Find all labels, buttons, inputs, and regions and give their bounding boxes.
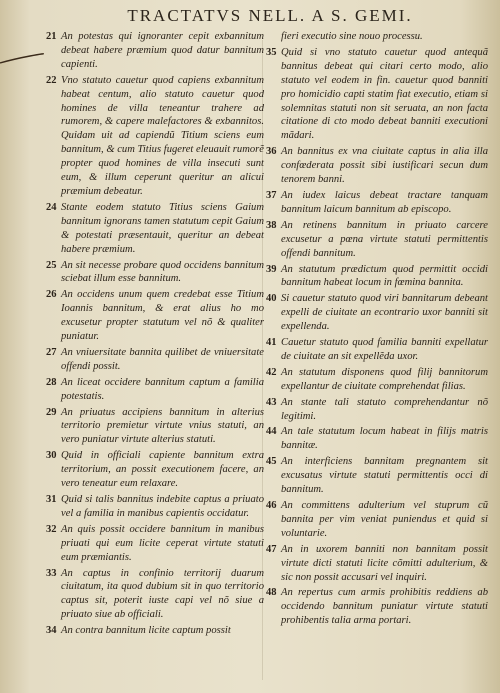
entry-number: 26	[46, 289, 57, 301]
entry-number: 45	[266, 456, 277, 468]
running-head: TRACTATVS NELL. A S. GEMI.	[127, 6, 413, 25]
entry-number: 34	[46, 625, 57, 637]
index-entry	[46, 346, 264, 374]
index-entry	[46, 624, 264, 638]
index-entry	[266, 263, 488, 291]
index-entry	[266, 396, 488, 424]
entry-text: An liceat occidere bannitum captum a familia potestatis.	[61, 376, 264, 402]
entry-text: An statutum disponens quod filij bannitorum expellantur de ciuitate comprehendat filias.	[281, 366, 488, 392]
entry-number: 37	[266, 189, 277, 201]
index-entry	[266, 30, 488, 44]
entry-number: 43	[266, 396, 277, 408]
entry-text: An occidens unum quem credebat esse Titium Ioannis bannitum, & erat alius ho mo excusetur propter statutum vel nõ & qualiter puniatur.	[61, 289, 264, 343]
entry-number: 48	[266, 587, 277, 599]
entry-number: 32	[46, 523, 57, 535]
index-entry	[266, 499, 488, 541]
entry-number: 25	[46, 259, 57, 271]
entry-number: 21	[46, 31, 57, 42]
index-entry	[266, 219, 488, 261]
index-entry	[266, 145, 488, 187]
index-entry	[46, 567, 264, 623]
index-entry	[266, 292, 488, 334]
entry-text: An quis possit occidere bannitum in manibus priuati qui eum licite ceperat virtute statuti eum præmiantis.	[61, 523, 264, 563]
entry-text: An contra bannitum licite captum possit	[61, 625, 231, 637]
index-entry	[46, 493, 264, 521]
index-entry	[46, 523, 264, 565]
index-entry	[46, 74, 264, 199]
entry-text: An retinens bannitum in priuato carcere excusetur a pœna virtute statuti permittentis offendi bannitum.	[281, 219, 488, 259]
index-entry	[266, 189, 488, 217]
entry-text: An captus in confinio territorij duarum ciuitatum, ita quod dubium sit in quo territorio captus sit, poterit iuste capi vel nõ siue a priuato siue ab officiali.	[61, 567, 264, 621]
entry-text: Quid si talis bannitus indebite captus a priuato vel a familia in manibus capientis occidatur.	[61, 494, 264, 519]
entry-text: An repertus cum armis prohibitis reddiens ab occidendo bannitum puniatur virtute statuti prohibentis talia arma portari.	[281, 587, 488, 627]
entry-number: 36	[266, 146, 277, 158]
entry-text: An priuatus accipiens bannitum in alterius territorio premietur virtute vnius statuti, an vero puniatur virtute alterius statuti.	[61, 406, 264, 446]
index-entry	[266, 46, 488, 143]
index-entry	[266, 366, 488, 394]
index-entry	[46, 406, 264, 448]
entry-text: Stante eodem statuto Titius sciens Gaium bannitum ignorans tamen statutum cepit Gaium & potestati præsentauit, queritur an debeat habere præmium.	[61, 201, 264, 255]
index-entry	[266, 586, 488, 628]
entry-number: 38	[266, 219, 277, 231]
entry-number: 29	[46, 406, 57, 418]
entry-number: 22	[46, 74, 57, 86]
right-column	[266, 30, 488, 630]
entry-text: An interficiens bannitam pregnantem sit excusatus virtute statuti permittentis occi di bannitum.	[281, 456, 488, 496]
entry-number: 42	[266, 366, 277, 378]
index-entry	[46, 376, 264, 404]
entry-number: 40	[266, 293, 277, 305]
ink-stroke-mark	[0, 52, 44, 66]
entry-text: An bannitus ex vna ciuitate captus in alia illa confœderata possit sibi iustificari secun dum tenorem banni.	[281, 146, 488, 186]
entry-text: An in uxorem banniti non bannitam possit virtute dicti statuti licite cõmitti adulterium, & sic non possit accusari vel inquiri.	[281, 543, 488, 583]
entry-number: 31	[46, 494, 57, 505]
index-entry	[46, 259, 264, 287]
index-entry	[46, 288, 264, 344]
entry-number: 35	[266, 46, 277, 58]
entry-number: 28	[46, 376, 57, 388]
index-entry	[46, 201, 264, 257]
entry-text: Quid in officiali capiente bannitum extra territorium, an possit executionem facere, an vero teneatur eum relaxare.	[61, 450, 264, 490]
entry-text: An iudex laicus debeat tractare tanquam bannitum laicum bannitum ab episcopo.	[281, 189, 488, 215]
entry-text: fieri executio sine nouo processu.	[281, 31, 423, 42]
entry-number: 30	[46, 450, 57, 462]
index-entry	[46, 30, 264, 72]
entry-text: An sit necesse probare quod occidens bannitum sciebat illum esse bannitum.	[61, 259, 264, 285]
entry-number: 27	[46, 346, 57, 358]
entry-number: 47	[266, 543, 277, 555]
entry-number: 33	[46, 567, 57, 579]
index-entry	[266, 543, 488, 585]
entry-text: An potestas qui ignoranter cepit exbannitum debeat habere præmium quod datur bannitum capienti.	[61, 31, 264, 70]
entry-number: 41	[266, 337, 277, 349]
entry-text: Quid si vno statuto cauetur quod antequã bannitus debeat qui citari certo modo, alio statuto vel eodem in fin. cauetur quod banniti pro homicidio capti statim fiat executio, etiam si solemnitas statuti non sit seruata, an non facta citatione di cto modo debeat banniti executioni mãdari.	[281, 46, 488, 142]
entry-text: Vno statuto cauetur quod capiens exbannitum habeat centum, alio statuto cauetur quod homines de villa teneantur trahere ad rumorem, & capere malefactores & exbannitos. Quidam uit ad capiendũ Titium sciens eum bannitum, & cum Titius fugeret eleuauit rumorẽ propter quod homines de villa insecuti sunt eum, & illum ceperunt queritur an alicui præmium debeatur.	[61, 74, 264, 197]
entry-text: Cauetur statuto quod familia banniti expellatur de ciuitate an sit expellẽda uxor.	[281, 337, 488, 362]
entry-number: 24	[46, 201, 57, 213]
entry-text: Si cauetur statuto quod viri bannitarum debeant expelli de ciuitate an econtrario uxor banniti sit expellenda.	[281, 293, 488, 333]
entry-number: 44	[266, 426, 277, 438]
index-entry	[46, 449, 264, 491]
entry-text: An committens adulterium vel stuprum cũ bannita per vim veniat puniendus et quid si voluntarie.	[281, 500, 488, 539]
index-entry	[266, 425, 488, 453]
entry-number: 39	[266, 263, 277, 275]
index-entry	[266, 455, 488, 497]
entry-text: An statutum prædictum quod permittit occidi bannitum habeat locum in fœmina bannita.	[281, 263, 488, 289]
left-column	[46, 30, 264, 640]
entry-number: 46	[266, 500, 277, 511]
entry-text: An stante tali statuto comprehendantur nõ legitimi.	[281, 396, 488, 422]
entry-text: An tale statutum locum habeat in filijs matris bannitæ.	[281, 426, 488, 452]
index-entry	[266, 336, 488, 364]
entry-text: An vniuersitate bannita quilibet de vniuersitate offendi possit.	[61, 346, 264, 372]
